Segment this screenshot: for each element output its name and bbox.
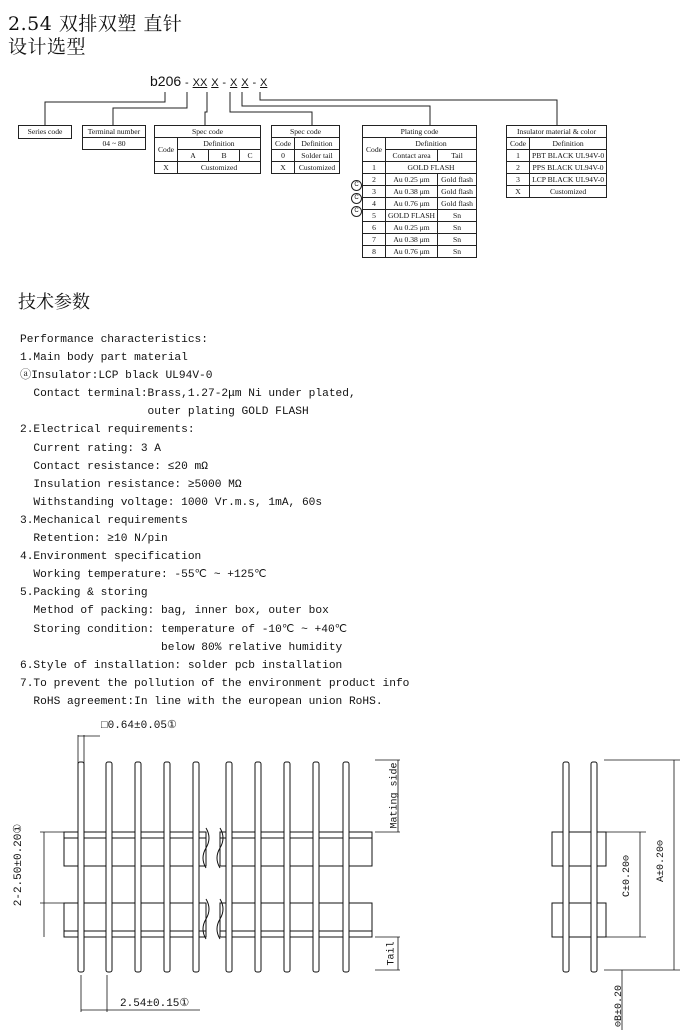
table-cell: Gold flash bbox=[438, 174, 477, 186]
front-pin bbox=[284, 762, 290, 972]
insulator-code-header: Code bbox=[507, 138, 530, 150]
tail-label: Tail bbox=[386, 941, 398, 966]
performance-line: ⓐInsulator:LCP black UL94V-0 bbox=[20, 370, 213, 383]
series-code-label: Series code bbox=[27, 127, 63, 136]
table-cell: 2 bbox=[363, 174, 386, 186]
performance-line: Contact terminal:Brass,1.27-2μm Ni under plated, bbox=[20, 388, 356, 401]
critical-marker: C bbox=[351, 206, 362, 217]
plating-definition-header: Definition bbox=[386, 138, 477, 150]
performance-line: 4.Environment specification bbox=[20, 551, 202, 564]
insulator-definition-header: Definition bbox=[530, 138, 607, 150]
plating-code-header: Code bbox=[363, 138, 386, 162]
performance-line: 5.Packing & storing bbox=[20, 587, 148, 600]
table-cell: Sn bbox=[438, 210, 477, 222]
performance-line: RoHS agreement:In line with the european union RoHS. bbox=[20, 695, 383, 708]
performance-line: 6.Style of installation: solder pcb installation bbox=[20, 659, 343, 672]
table-cell: Gold flash bbox=[438, 186, 477, 198]
part-number-group: X bbox=[211, 77, 219, 89]
table-cell: LCP BLACK UL94V-0 bbox=[530, 174, 607, 186]
performance-line: 3.Mechanical requirements bbox=[20, 514, 188, 527]
part-number-sep: - bbox=[222, 77, 227, 89]
plating-code-table bbox=[362, 125, 477, 258]
performance-line: 1.Main body part material bbox=[20, 352, 188, 365]
table-cell: 2 bbox=[507, 162, 530, 174]
table-cell: GOLD FLASH bbox=[386, 162, 477, 174]
front-pin bbox=[78, 762, 84, 972]
performance-line: Current rating: 3 A bbox=[20, 442, 161, 455]
table-cell: Gold flash bbox=[438, 198, 477, 210]
table-cell: Customized bbox=[530, 186, 607, 198]
page-subtitle: 设计选型 bbox=[8, 36, 87, 58]
spec-table-1-code-header: Code bbox=[155, 138, 178, 162]
critical-marker: C bbox=[351, 193, 362, 204]
side-view-housing-top bbox=[552, 832, 606, 866]
spec-table-1-row-code: X bbox=[155, 162, 178, 174]
performance-line: Storing condition: temperature of -10℃ ~ +40℃ bbox=[20, 623, 348, 636]
insulator-table bbox=[506, 125, 607, 198]
insulator-table-title: Insulator material & color bbox=[507, 126, 607, 138]
table-cell: 8 bbox=[363, 246, 386, 258]
table-cell: 3 bbox=[507, 174, 530, 186]
performance-line: outer plating GOLD FLASH bbox=[20, 406, 309, 419]
performance-line: Withstanding voltage: 1000 Vr.m.s, 1mA, 60s bbox=[20, 496, 323, 509]
performance-line: Performance characteristics: bbox=[20, 334, 208, 346]
terminal-number-range: 04 ~ 80 bbox=[83, 138, 146, 150]
spec-code-table-1 bbox=[154, 125, 261, 174]
table-cell: 3 bbox=[363, 186, 386, 198]
front-pin bbox=[313, 762, 319, 972]
performance-line: 7.To prevent the pollution of the environment product info bbox=[20, 677, 410, 690]
front-pin bbox=[106, 762, 112, 972]
part-number-group: X bbox=[241, 77, 249, 89]
table-cell: X bbox=[507, 186, 530, 198]
performance-line: Insulation resistance: ≥5000 MΩ bbox=[20, 478, 242, 491]
table-cell: 5 bbox=[363, 210, 386, 222]
part-number-sep: - bbox=[252, 77, 257, 89]
c-dimension: C±0.20⊖ bbox=[622, 854, 634, 898]
spec-table-2-definition-header: Definition bbox=[295, 138, 340, 150]
table-cell: Au 0.25 μm bbox=[386, 174, 438, 186]
spec-table-1-col: A bbox=[178, 150, 209, 162]
front-view-housing-bottom bbox=[64, 903, 372, 937]
table-cell: 1 bbox=[363, 162, 386, 174]
table-cell: Au 0.76 μm bbox=[386, 198, 438, 210]
spec-table-2-title: Spec code bbox=[272, 126, 340, 138]
a-dimension: A±0.20⊖ bbox=[656, 839, 668, 883]
performance-line: Working temperature: -55℃ ~ +125℃ bbox=[20, 569, 267, 582]
front-view-housing-top bbox=[64, 832, 372, 866]
performance-line: 2.Electrical requirements: bbox=[20, 424, 195, 437]
performance-line: Method of packing: bag, inner box, outer box bbox=[20, 605, 329, 618]
spec-table-1-title: Spec code bbox=[155, 126, 261, 138]
part-number-sep: - bbox=[185, 77, 189, 89]
table-cell: Sn bbox=[438, 234, 477, 246]
table-cell: PBT BLACK UL94V-0 bbox=[530, 150, 607, 162]
height-dimension: 2-2.50±0.20① bbox=[13, 823, 26, 907]
critical-marker: C bbox=[351, 180, 362, 191]
table-cell: Au 0.38 μm bbox=[386, 186, 438, 198]
performance-line: Contact resistance: ≤20 mΩ bbox=[20, 460, 208, 473]
spec-table-1-col: B bbox=[209, 150, 240, 162]
table-cell: Solder tail bbox=[295, 150, 340, 162]
mating-side-label: Mating side bbox=[389, 762, 401, 829]
plating-table-title: Plating code bbox=[363, 126, 477, 138]
part-number-group: XX bbox=[192, 77, 208, 89]
table-cell: Sn bbox=[438, 246, 477, 258]
front-pin bbox=[255, 762, 261, 972]
table-cell: Sn bbox=[438, 222, 477, 234]
part-number-leader-lines bbox=[0, 0, 682, 140]
spec-table-1-col: C bbox=[240, 150, 261, 162]
front-pin bbox=[193, 762, 199, 972]
spec-code-table-2 bbox=[271, 125, 340, 174]
spec-table-1-row-value: Customized bbox=[178, 162, 261, 174]
spec-table-1-definition-header: Definition bbox=[178, 138, 261, 150]
performance-list bbox=[20, 331, 409, 711]
table-cell: Customized bbox=[295, 162, 340, 174]
performance-line: below 80% relative humidity bbox=[20, 641, 343, 654]
part-number-group: X bbox=[229, 77, 238, 89]
table-cell: 1 bbox=[507, 150, 530, 162]
side-pin bbox=[563, 762, 569, 972]
spec-table-2-code-header: Code bbox=[272, 138, 295, 150]
pitch-dimension: 2.54±0.15① bbox=[120, 998, 190, 1010]
terminal-number-table bbox=[82, 125, 146, 150]
table-cell: 6 bbox=[363, 222, 386, 234]
part-number-group: X bbox=[260, 77, 268, 89]
part-number-prefix: b206 bbox=[150, 73, 182, 89]
front-pin bbox=[164, 762, 170, 972]
table-cell: 0 bbox=[272, 150, 295, 162]
table-cell: Au 0.76 μm bbox=[386, 246, 438, 258]
terminal-number-label: Terminal number bbox=[83, 126, 146, 138]
table-cell: 4 bbox=[363, 198, 386, 210]
side-view-housing-bottom bbox=[552, 903, 606, 937]
front-pin bbox=[343, 762, 349, 972]
front-pin bbox=[226, 762, 232, 972]
page-title: 2.54 双排双塑 直针 bbox=[8, 13, 183, 35]
table-cell: 7 bbox=[363, 234, 386, 246]
tech-section-title: 技术参数 bbox=[18, 292, 90, 313]
table-cell: Au 0.38 μm bbox=[386, 234, 438, 246]
table-cell: Au 0.25 μm bbox=[386, 222, 438, 234]
side-pin bbox=[591, 762, 597, 972]
table-cell: GOLD FLASH bbox=[386, 210, 438, 222]
pin-size-dimension: □0.64±0.05① bbox=[101, 720, 177, 732]
table-cell: X bbox=[272, 162, 295, 174]
plating-contact-header: Contact area bbox=[386, 150, 438, 162]
performance-line: Retention: ≥10 N/pin bbox=[20, 533, 168, 546]
series-code-box bbox=[18, 125, 72, 139]
table-cell: PPS BLACK UL94V-0 bbox=[530, 162, 607, 174]
b-dimension: ⊖B±0.20 bbox=[614, 984, 626, 1028]
front-pin bbox=[135, 762, 141, 972]
plating-tail-header: Tail bbox=[438, 150, 477, 162]
